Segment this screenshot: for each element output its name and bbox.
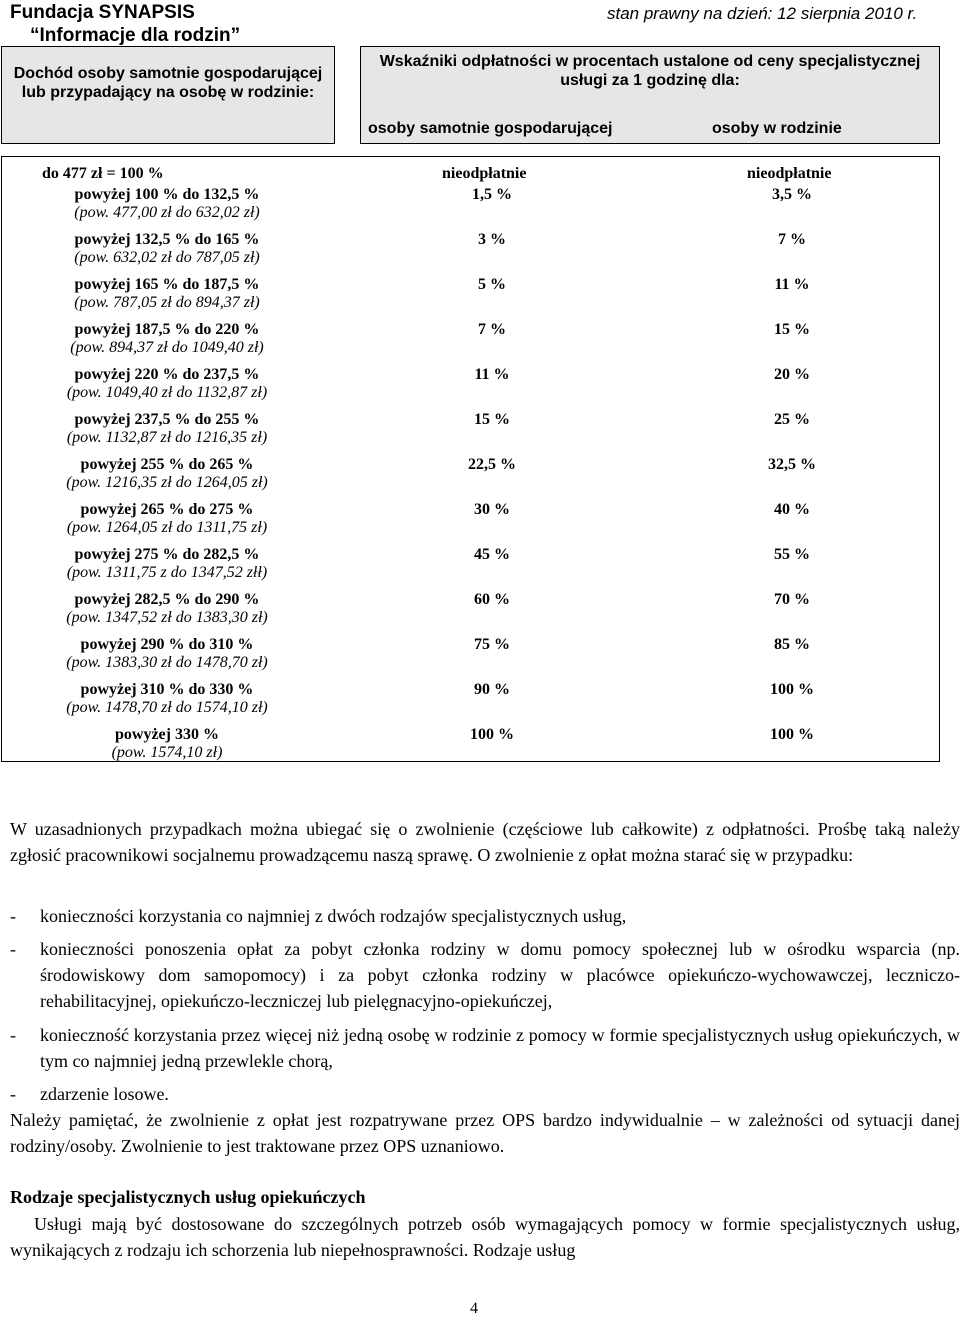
income-amount: (pow. 1478,70 zł do 1574,10 zł) (66, 699, 268, 716)
table-row (2, 545, 941, 590)
rate-family-person: 40 % (774, 501, 810, 518)
income-amount: (pow. 1311,75 z do 1347,52 złł) (66, 564, 268, 581)
income-amount: (pow. 1216,35 zł do 1264,05 zł) (66, 474, 268, 491)
section-heading: Rodzaje specjalistycznych usług opiekuńczych (10, 1187, 366, 1207)
legal-status-date: stan prawny na dzień: 12 sierpnia 2010 r. (607, 4, 918, 23)
income-range: powyżej 100 % do 132,5 % (74, 186, 260, 203)
table-row (2, 185, 941, 230)
table-row (2, 230, 941, 275)
rate-family-person: 25 % (774, 411, 810, 428)
rate-family-person: 100 % (770, 681, 814, 698)
rate-family-person: 20 % (774, 366, 810, 383)
rate-single-person: 1,5 % (472, 186, 512, 203)
income-amount: (pow. 1049,40 zł do 1132,87 zł) (66, 384, 268, 401)
rate-family-person: 100 % (770, 726, 814, 743)
table-row (2, 500, 941, 545)
income-amount: (pow. 632,02 zł do 787,05 zł) (74, 249, 260, 266)
income-range: powyżej 330 % (115, 726, 219, 743)
income-range: powyżej 290 % do 310 % (80, 636, 254, 653)
fee-table (1, 156, 940, 762)
income-range: powyżej 165 % do 187,5 % (74, 276, 260, 293)
table-row (2, 365, 941, 410)
rate-family-person: 85 % (774, 636, 810, 653)
paragraph-individual: Należy pamiętać, że zwolnienie z opłat jest rozpatrywane przez OPS bardzo indywidualnie – w zależności od sytuacji danej rodziny/osoby. Zwolnienie to jest traktowane przez OPS uznaniowo. (10, 1110, 960, 1156)
income-amount: (pow. 1347,52 zł do 1383,30 zł) (66, 609, 268, 626)
list-item (10, 903, 960, 929)
rate-single-person: 22,5 % (468, 456, 516, 473)
rate-family-person: 55 % (774, 546, 810, 563)
income-range: powyżej 275 % do 282,5 % (74, 546, 260, 563)
rate-single-person: 5 % (478, 276, 506, 293)
income-amount: (pow. 787,05 zł do 894,37 zł) (74, 294, 260, 311)
income-range: powyżej 282,5 % do 290 % (74, 591, 260, 608)
rate-family-person: 3,5 % (772, 186, 812, 203)
rate-family-person: 15 % (774, 321, 810, 338)
income-amount: (pow. 477,00 zł do 632,02 zł) (74, 204, 260, 221)
bullet-text: zdarzenie losowe. (40, 1084, 169, 1104)
rates-header-text: Wskaźniki odpłatności w procentach ustalone od ceny specjalistycznej usługi za 1 godzinę dla: (379, 53, 921, 89)
rate-single-person: 75 % (474, 636, 510, 653)
table-row (2, 275, 941, 320)
rate-single-person: 3 % (478, 231, 506, 248)
bullet-text: konieczności korzystania co najmniej z dwóch rodzajów specjalistycznych usług, (40, 906, 627, 926)
table-row (2, 410, 941, 455)
rate-single-person: 11 % (474, 366, 510, 383)
first-v2: nieodpłatnie (747, 165, 832, 182)
paragraph-exemption: W uzasadnionych przypadkach można ubiegać się o zwolnienie (częściowe lub całkowite) z odpłatności. Prośbę taką należy zgłosić pracownikowi socjalnemu prowadzącemu naszą sprawę. O zwolnienie z opłat można starać się w przypadku: (10, 819, 960, 865)
organization-name: Fundacja SYNAPSIS (10, 2, 195, 23)
rate-family-person: 11 % (774, 276, 810, 293)
income-amount: (pow. 1132,87 zł do 1216,35 zł) (66, 429, 268, 446)
income-range: powyżej 237,5 % do 255 % (74, 411, 260, 428)
table-row (2, 635, 941, 680)
first-range: do 477 zł = 100 % (42, 165, 164, 182)
income-range: powyżej 187,5 % do 220 % (74, 321, 260, 338)
page-number: 4 (470, 1300, 478, 1317)
income-range: powyżej 255 % do 265 % (80, 456, 254, 473)
rate-single-person: 45 % (474, 546, 510, 563)
table-row (2, 590, 941, 635)
rate-single-person: 7 % (478, 321, 506, 338)
income-amount: (pow. 1264,05 zł do 1311,75 zł) (66, 519, 268, 536)
bullet-dash: - (10, 1084, 16, 1104)
rate-single-person: 100 % (470, 726, 514, 743)
rate-family-person: 32,5 % (768, 456, 816, 473)
bullet-dash: - (10, 1025, 16, 1045)
rate-single-person: 15 % (474, 411, 510, 428)
bullet-text: konieczności ponoszenia opłat za pobyt członka rodziny w domu pomocy społecznej lub w ośrodku wsparcia (np. środowiskowy dom samopomocy) i za pobyt członka rodziny w placówce opiekuńczo-wychowawczej, leczniczo-rehabilitacyjnej, opiekuńczo-leczniczej lub pielęgnacyjno-opiekuńczej, (40, 939, 960, 1011)
income-range: powyżej 132,5 % do 165 % (74, 231, 260, 248)
document-subtitle: “Informacje dla rodzin” (30, 25, 241, 46)
income-range: powyżej 265 % do 275 % (80, 501, 254, 518)
bullet-text: konieczność korzystania przez więcej niż jedną osobę w rodzinie z pomocy w formie specjalistycznych usług opiekuńczych, w tym co najmniej jedną przewlekle chorą, (40, 1025, 960, 1071)
list-item (10, 936, 960, 1014)
income-header-text: Dochód osoby samotnie gospodarującej lub przypadający na osobę w rodzinie: (13, 65, 323, 101)
column-family-person: osoby w rodzinie (712, 120, 842, 137)
first-v1: nieodpłatnie (442, 165, 527, 182)
income-amount: (pow. 1574,10 zł) (111, 744, 223, 761)
bullet-dash: - (10, 939, 16, 959)
income-amount: (pow. 1383,30 zł do 1478,70 zł) (66, 654, 268, 671)
paragraph-services: Usługi mają być dostosowane do szczególnych potrzeb osób wymagających pomocy w formie specjalistycznych usług, wynikających z rodzaju ich schorzenia lub niepełnosprawności. Rodzaje usług (10, 1214, 960, 1260)
income-range: powyżej 220 % do 237,5 % (74, 366, 260, 383)
table-row (2, 680, 941, 725)
table-row (2, 320, 941, 365)
rate-single-person: 90 % (474, 681, 510, 698)
list-item (10, 1081, 960, 1107)
rate-single-person: 60 % (474, 591, 510, 608)
table-row (2, 725, 941, 770)
table-row (2, 455, 941, 500)
income-amount: (pow. 894,37 zł do 1049,40 zł) (70, 339, 264, 356)
rate-family-person: 7 % (778, 231, 806, 248)
rate-single-person: 30 % (474, 501, 510, 518)
bullet-dash: - (10, 906, 16, 926)
column-single-person: osoby samotnie gospodarującej (368, 120, 613, 137)
rate-family-person: 70 % (774, 591, 810, 608)
income-range: powyżej 310 % do 330 % (80, 681, 254, 698)
table-row-first (2, 165, 941, 185)
list-item (10, 1022, 960, 1074)
